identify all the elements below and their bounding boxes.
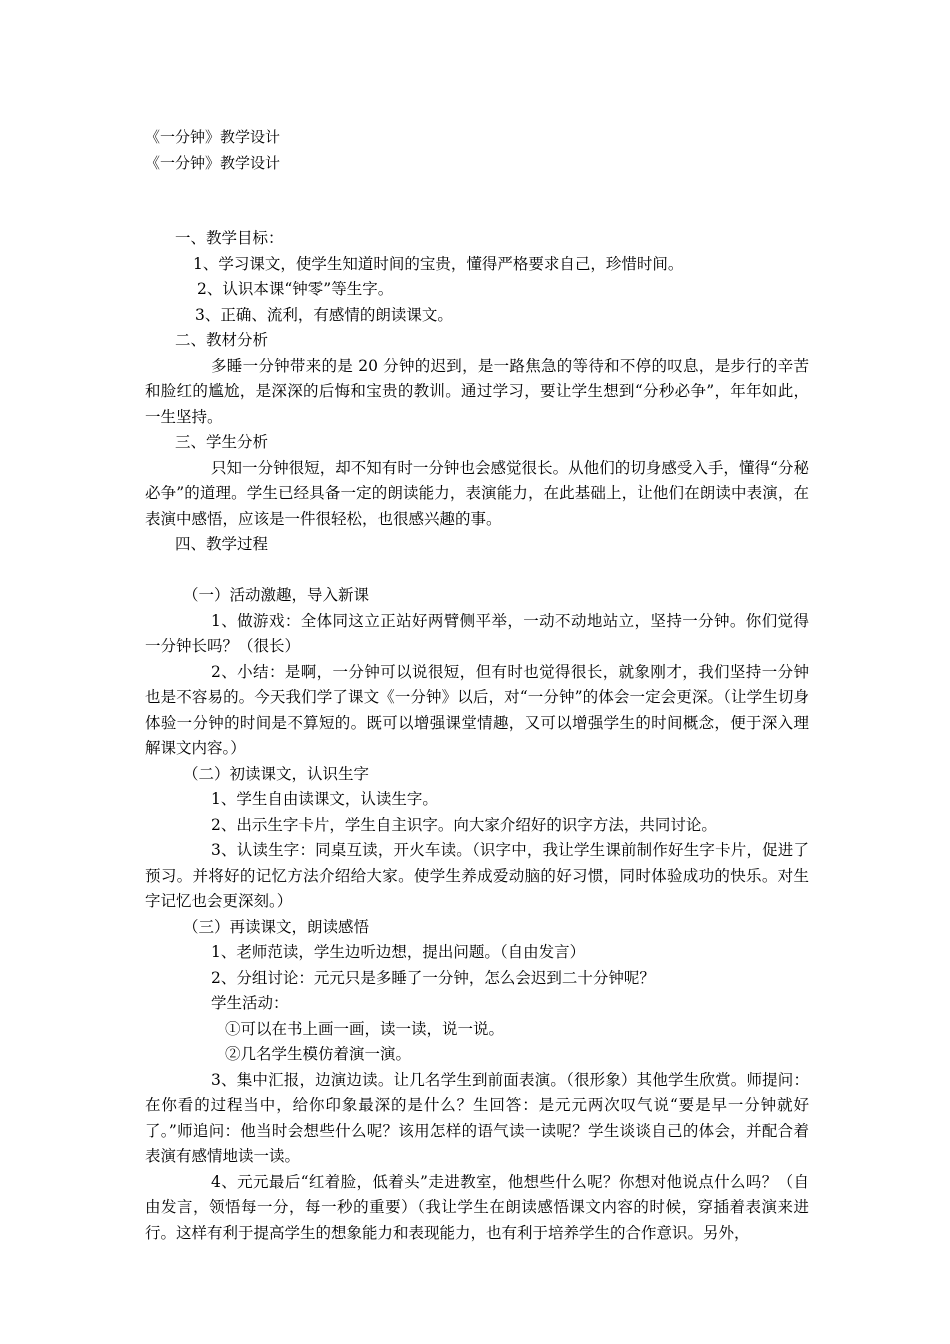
- process-paragraph: 3、集中汇报，边演边读。让几名学生到前面表演。（很形象）其他学生欣赏。师提问：在你看的过程当中，给你印象最深的是什么？生回答：是元元两次叹气说“要是早一分钟就好了。”师追问：他当时会想些什么呢？该用怎样的语气读一读呢？学生谈谈自己的体会，并配合着表演有感情地读一读。: [145, 1070, 809, 1165]
- students-paragraph: 只知一分钟很短，却不知有时一分钟也会感觉很长。从他们的切身感受入手，懂得“分秘必争”的道理。学生已经具备一定的朗读能力，表演能力，在此基础上，让他们在朗读中表演，在表演中感悟，应该是一件很轻松，也很感兴趣的事。: [145, 458, 809, 528]
- doc-title-repeat: 《一分钟》教学设计: [145, 154, 281, 172]
- process-paragraph: 2、出示生字卡片，学生自主识字。向大家介绍好的识字方法，共同讨论。: [211, 815, 717, 834]
- process-paragraph: 1、学生自由读课文，认读生字。: [211, 790, 438, 808]
- doc-title: 《一分钟》教学设计: [145, 128, 281, 146]
- goal-item: 2、认识本课“钟零”等生字。: [197, 280, 394, 298]
- process-paragraph: 1、做游戏：全体同这立正站好两臂侧平举，一动不动地站立，坚持一分钟。你们觉得一分钟长吗？（很长）: [145, 611, 809, 655]
- material-paragraph: 多睡一分钟带来的是 20 分钟的迟到，是一路焦急的等待和不停的叹息，是步行的辛苦和脸红的尴尬，是深深的后悔和宝贵的教训。通过学习，要让学生想到“分秒必争”，年年如此，一生坚持。: [145, 356, 809, 426]
- activity-item: ①可以在书上画一画，读一读，说一说。: [225, 1019, 505, 1038]
- goal-item: 3、正确、流利，有感情的朗读课文。: [195, 305, 453, 324]
- doc-body: [145, 226, 809, 1246]
- blank-line: [145, 558, 809, 584]
- process-paragraph: 2、分组讨论：元元只是多睡了一分钟，怎么会迟到二十分钟呢？: [211, 968, 655, 987]
- subsection-heading: （三）再读课文，朗读感悟: [183, 917, 370, 936]
- activity-label: 学生活动：: [211, 994, 289, 1012]
- process-paragraph: 2、小结：是啊，一分钟可以说很短，但有时也觉得很长，就象刚才，我们坚持一分钟也是不容易的。今天我们学了课文《一分钟》以后，对“一分钟”的体会一定会更深。（让学生切身体验一分钟的时间是不算短的。既可以增强课堂情趣，又可以增强学生的时间概念，便于深入理解课文内容。）: [145, 662, 809, 757]
- process-paragraph: 1、老师范读，学生边听边想，提出问题。（自由发言）: [211, 943, 586, 961]
- activity-item: ②几名学生模仿着演一演。: [225, 1045, 412, 1063]
- subsection-heading: （一）活动激趣，导入新课: [183, 586, 370, 604]
- goal-item: 1、学习课文，使学生知道时间的宝贵，懂得严格要求自己，珍惜时间。: [193, 254, 684, 273]
- section-heading-process: 四、教学过程: [175, 535, 269, 553]
- process-paragraph: 3、认读生字：同桌互读，开火车读。（识字中，我让学生课前制作好生字卡片，促进了预习。并将好的记忆方法介绍给大家。使学生养成爱动脑的好习惯，同时体验成功的快乐。对生字记忆也会更深刻。）: [145, 841, 809, 910]
- section-heading-material: 二、教材分析: [175, 331, 269, 349]
- subsection-heading: （二）初读课文，认识生字: [183, 764, 370, 783]
- process-paragraph: 4、元元最后“红着脸，低着头”走进教室，他想些什么呢？你想对他说点什么吗？（自由发言，领悟每一分，每一秒的重要）（我让学生在朗读感悟课文内容的时候，穿插着表演来进行。这样有利于提高学生的想象能力和表现能力，也有利于培养学生的合作意识。另外，: [145, 1172, 809, 1242]
- section-heading-students: 三、学生分析: [175, 433, 269, 451]
- section-heading-goals: 一、教学目标：: [175, 229, 284, 247]
